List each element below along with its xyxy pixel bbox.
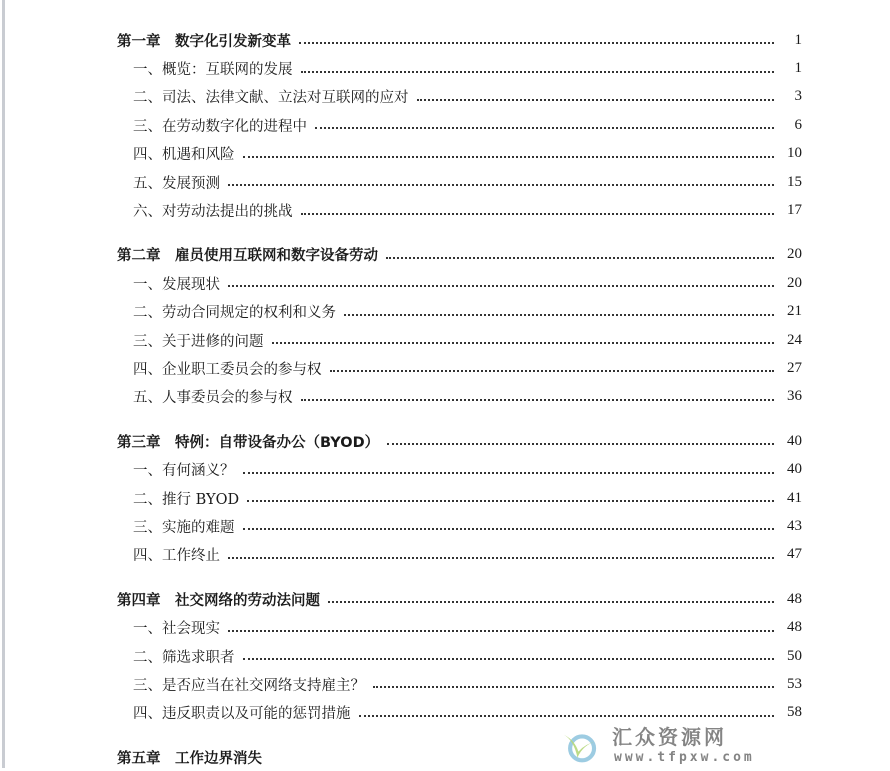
section-entry [117,168,802,196]
section-entry [117,196,802,224]
section-entry [117,670,802,698]
section-entry-title: 四、工作终止 [133,548,220,565]
section-entry [117,326,802,354]
dot-leader [243,472,775,474]
dot-leader [228,557,774,559]
section-entry-page: 15 [787,173,802,190]
dot-leader [315,127,774,129]
section-entry-title: 二、筛选求职者 [133,649,235,666]
dot-leader [387,443,774,445]
section-entry-page: 1 [794,60,802,77]
section-entry-page: 58 [787,704,802,721]
section-entry-title: 三、实施的难题 [133,519,235,536]
section-entry-page: 3 [794,88,802,105]
dot-leader [417,99,775,101]
dot-leader [301,71,775,73]
chapter-heading-title: 第三章 特例：自带设备办公（BYOD） [117,434,380,451]
section-entry [117,83,802,111]
section-entry [117,298,802,326]
section-entry-title: 四、机遇和风险 [133,147,235,164]
chapter-heading [117,241,802,269]
section-entry [117,111,802,139]
dot-leader [228,285,774,287]
section-entry-page: 43 [787,517,802,534]
section-entry-title: 三、在劳动数字化的进程中 [133,118,307,135]
dot-leader [272,342,775,344]
section-entry-page: 40 [787,461,802,478]
section-entry-title: 二、司法、法律文献、立法对互联网的应对 [133,90,409,107]
table-of-contents [117,26,802,771]
dot-leader [373,686,774,688]
chapter-heading-page: 1 [794,31,802,48]
section-entry-page: 21 [787,303,802,320]
dot-leader [247,500,774,502]
chapter-heading [117,26,802,54]
section-entry [117,642,802,670]
dot-leader [386,257,774,259]
section-entry [117,140,802,168]
dot-leader [344,314,774,316]
chapter-heading-page: 40 [787,432,802,449]
section-entry-page: 48 [787,619,802,636]
chapter-heading-title: 第五章 工作边界消失 [117,750,262,767]
section-entry-title: 三、是否应当在社交网络支持雇主？ [133,677,365,694]
section-entry-title: 二、劳动合同规定的权利和义务 [133,305,336,322]
dot-leader [243,156,775,158]
chapter-heading [117,427,802,455]
dot-leader [330,370,775,372]
section-entry [117,54,802,82]
section-entry [117,512,802,540]
section-entry-title: 一、概览：互联网的发展 [133,62,293,79]
section-entry-title: 四、企业职工委员会的参与权 [133,361,322,378]
section-entry [117,455,802,483]
section-entry-page: 41 [787,489,802,506]
section-entry-title: 六、对劳动法提出的挑战 [133,204,293,221]
section-entry-page: 6 [794,116,802,133]
section-entry-page: 24 [787,331,802,348]
dot-leader [243,528,775,530]
section-entry-title: 三、关于进修的问题 [133,333,264,350]
section-entry-page: 47 [787,546,802,563]
chapter-heading-title: 第一章 数字化引发新变革 [117,33,291,50]
chapter-heading-page: 48 [787,590,802,607]
section-entry-title: 一、发展现状 [133,276,220,293]
watermark-title: 汇众资源网 [612,725,727,749]
dot-leader [299,42,774,44]
section-entry [117,354,802,382]
section-entry [117,541,802,569]
section-entry-page: 27 [787,359,802,376]
section-entry-title: 二、推行 BYOD [133,491,240,508]
section-entry-title: 一、社会现实 [133,621,220,638]
dot-leader [228,184,774,186]
section-entry [117,613,802,641]
dot-leader [359,715,775,717]
section-entry-title: 四、违反职责以及可能的惩罚措施 [133,706,351,723]
chapter-heading-page: 20 [787,246,802,263]
chapter-heading-title: 第四章 社交网络的劳动法问题 [117,592,320,609]
section-entry-page: 20 [787,274,802,291]
section-entry [117,269,802,297]
section-entry [117,484,802,512]
dot-leader [301,213,775,215]
dot-leader [328,601,774,603]
chapter-heading [117,743,802,771]
dot-leader [301,399,775,401]
section-entry-title: 五、人事委员会的参与权 [133,390,293,407]
chapter-heading-title: 第二章 雇员使用互联网和数字设备劳动 [117,248,378,265]
section-entry-title: 五、发展预测 [133,175,220,192]
section-entry-page: 17 [787,202,802,219]
section-entry-title: 一、有何涵义？ [133,463,235,480]
section-entry [117,699,802,727]
chapter-heading [117,585,802,613]
dot-leader [228,630,774,632]
page-edge [2,0,5,768]
section-entry-page: 36 [787,388,802,405]
watermark-url: www.tfpxw.com [614,750,755,765]
section-entry-page: 53 [787,675,802,692]
dot-leader [243,658,775,660]
section-entry-page: 50 [787,647,802,664]
section-entry-page: 10 [787,145,802,162]
section-entry [117,383,802,411]
